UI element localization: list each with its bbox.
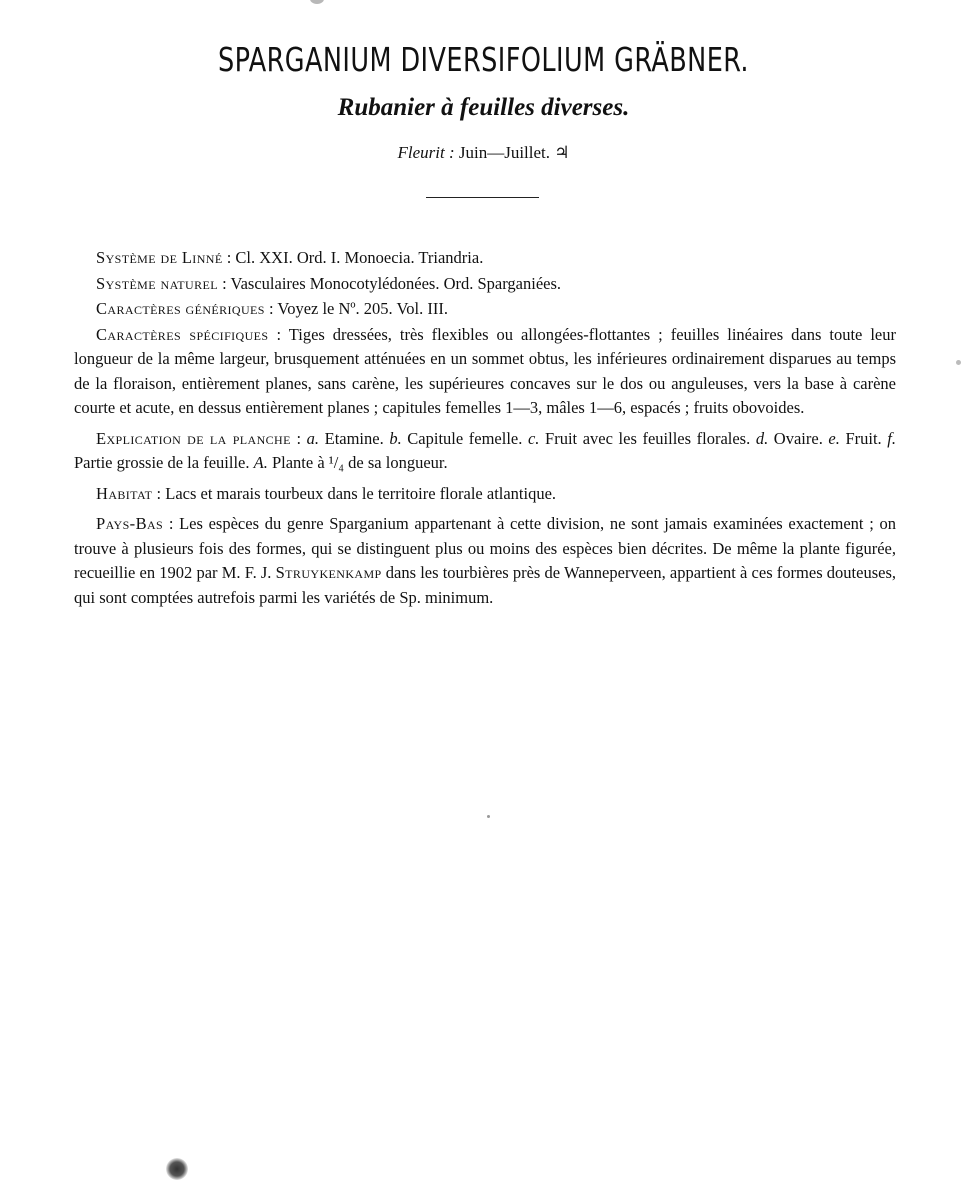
section-label: Habitat bbox=[96, 483, 153, 503]
plate-key: e. bbox=[828, 428, 840, 448]
section-naturel bbox=[74, 272, 896, 297]
flowering-label: Fleurit : bbox=[397, 143, 455, 162]
section-label: Caractères génériques bbox=[96, 299, 265, 318]
section-paysbas bbox=[74, 512, 896, 610]
section-label: Pays-Bas bbox=[96, 514, 164, 533]
section-habitat bbox=[74, 482, 896, 507]
plate-key: b. bbox=[389, 428, 402, 448]
plate-key: a. bbox=[306, 428, 320, 448]
plate-text: Plante à ¹/₄ de sa longueur. bbox=[267, 453, 448, 472]
plate-text: Ovaire. bbox=[768, 428, 829, 448]
section-text: : Lacs et marais tourbeux dans le territoire florale atlantique. bbox=[152, 483, 557, 503]
print-blemish bbox=[487, 815, 490, 818]
page-title: SPARGANIUM DIVERSIFOLIUM GRÄBNER. bbox=[218, 40, 749, 79]
title-divider bbox=[426, 197, 539, 198]
section-text: : Tiges dressées, très flexibles ou allongées-flottantes ; feuilles linéaires dans toute leur longueur de la même largeur, brusquement atténuées en un sommet obtus, les inférieures ordinairement disparues au temps de la floraison, entièrement planes, sans carène, les supérieures concaves sur le dos ou anguleuses, vers la base à carène courte et acute, en dessus entièrement planes ; capitules femelles 1—3, mâles 1—6, espacés ; fruits obovoides. bbox=[74, 324, 896, 417]
section-linne bbox=[74, 246, 896, 271]
page-subtitle: Rubanier à feuilles diverses. bbox=[337, 94, 630, 121]
flowering-value: Juin—Juillet. ♃ bbox=[454, 143, 570, 162]
description-body bbox=[74, 246, 896, 616]
plate-key: c. bbox=[527, 428, 540, 448]
plate-text: Fruit avec les feuilles florales. bbox=[539, 428, 756, 448]
flowering-period bbox=[0, 143, 967, 163]
print-blemish bbox=[956, 360, 961, 365]
plate-key: d. bbox=[755, 428, 769, 448]
plate-text: Fruit. bbox=[839, 428, 888, 448]
section-specifiques bbox=[74, 323, 896, 421]
section-label: Système de Linné bbox=[96, 248, 223, 267]
print-blemish bbox=[310, 0, 324, 4]
section-label: Caractères spécifiques bbox=[96, 324, 269, 344]
plate-text: Capitule femelle. bbox=[401, 428, 528, 448]
plate-key: A. bbox=[253, 453, 268, 472]
section-label: Explication de la planche bbox=[96, 428, 291, 448]
section-label: Système naturel bbox=[96, 273, 218, 293]
ink-stain bbox=[166, 1158, 188, 1180]
section-text: : Cl. XXI. Ord. I. Monoecia. Triandria. bbox=[222, 248, 484, 267]
section-text: dans les tourbières près de Wanneperveen, appartient à ces formes douteuses, qui sont comptées autrefois parmi les variétés de Sp. minimum. bbox=[74, 563, 896, 607]
section-text: : Vasculaires Monocotylédonées. Ord. Sparganiées. bbox=[217, 273, 562, 293]
section-text: : Voyez le Nº. 205. Vol. III. bbox=[264, 299, 448, 318]
plate-text: Etamine. bbox=[319, 428, 390, 448]
section-planche: Explication de la planche : a. Etamine. b. Capitule femelle. c. Fruit avec les feuilles florales. d. Ovaire. e. Fruit. f. Partie grossie de la feuille. A. Plante à ¹/₄ de sa longueur. bbox=[74, 428, 896, 472]
plate-key: f. bbox=[887, 428, 896, 448]
section-text: : Les espèces du genre Sparganium appartenant à cette division, ne sont jamais examinées exactement ; on trouve à plusieurs fois des formes, qui se distinguent plus ou moins des espèces bien décrites. De même la plante figurée, recueillie en 1902 par M. F. J. bbox=[74, 514, 896, 582]
collector-name: Struykenkamp bbox=[275, 563, 382, 582]
plate-text: Partie grossie de la feuille. bbox=[74, 453, 254, 472]
section-generiques bbox=[74, 297, 896, 322]
